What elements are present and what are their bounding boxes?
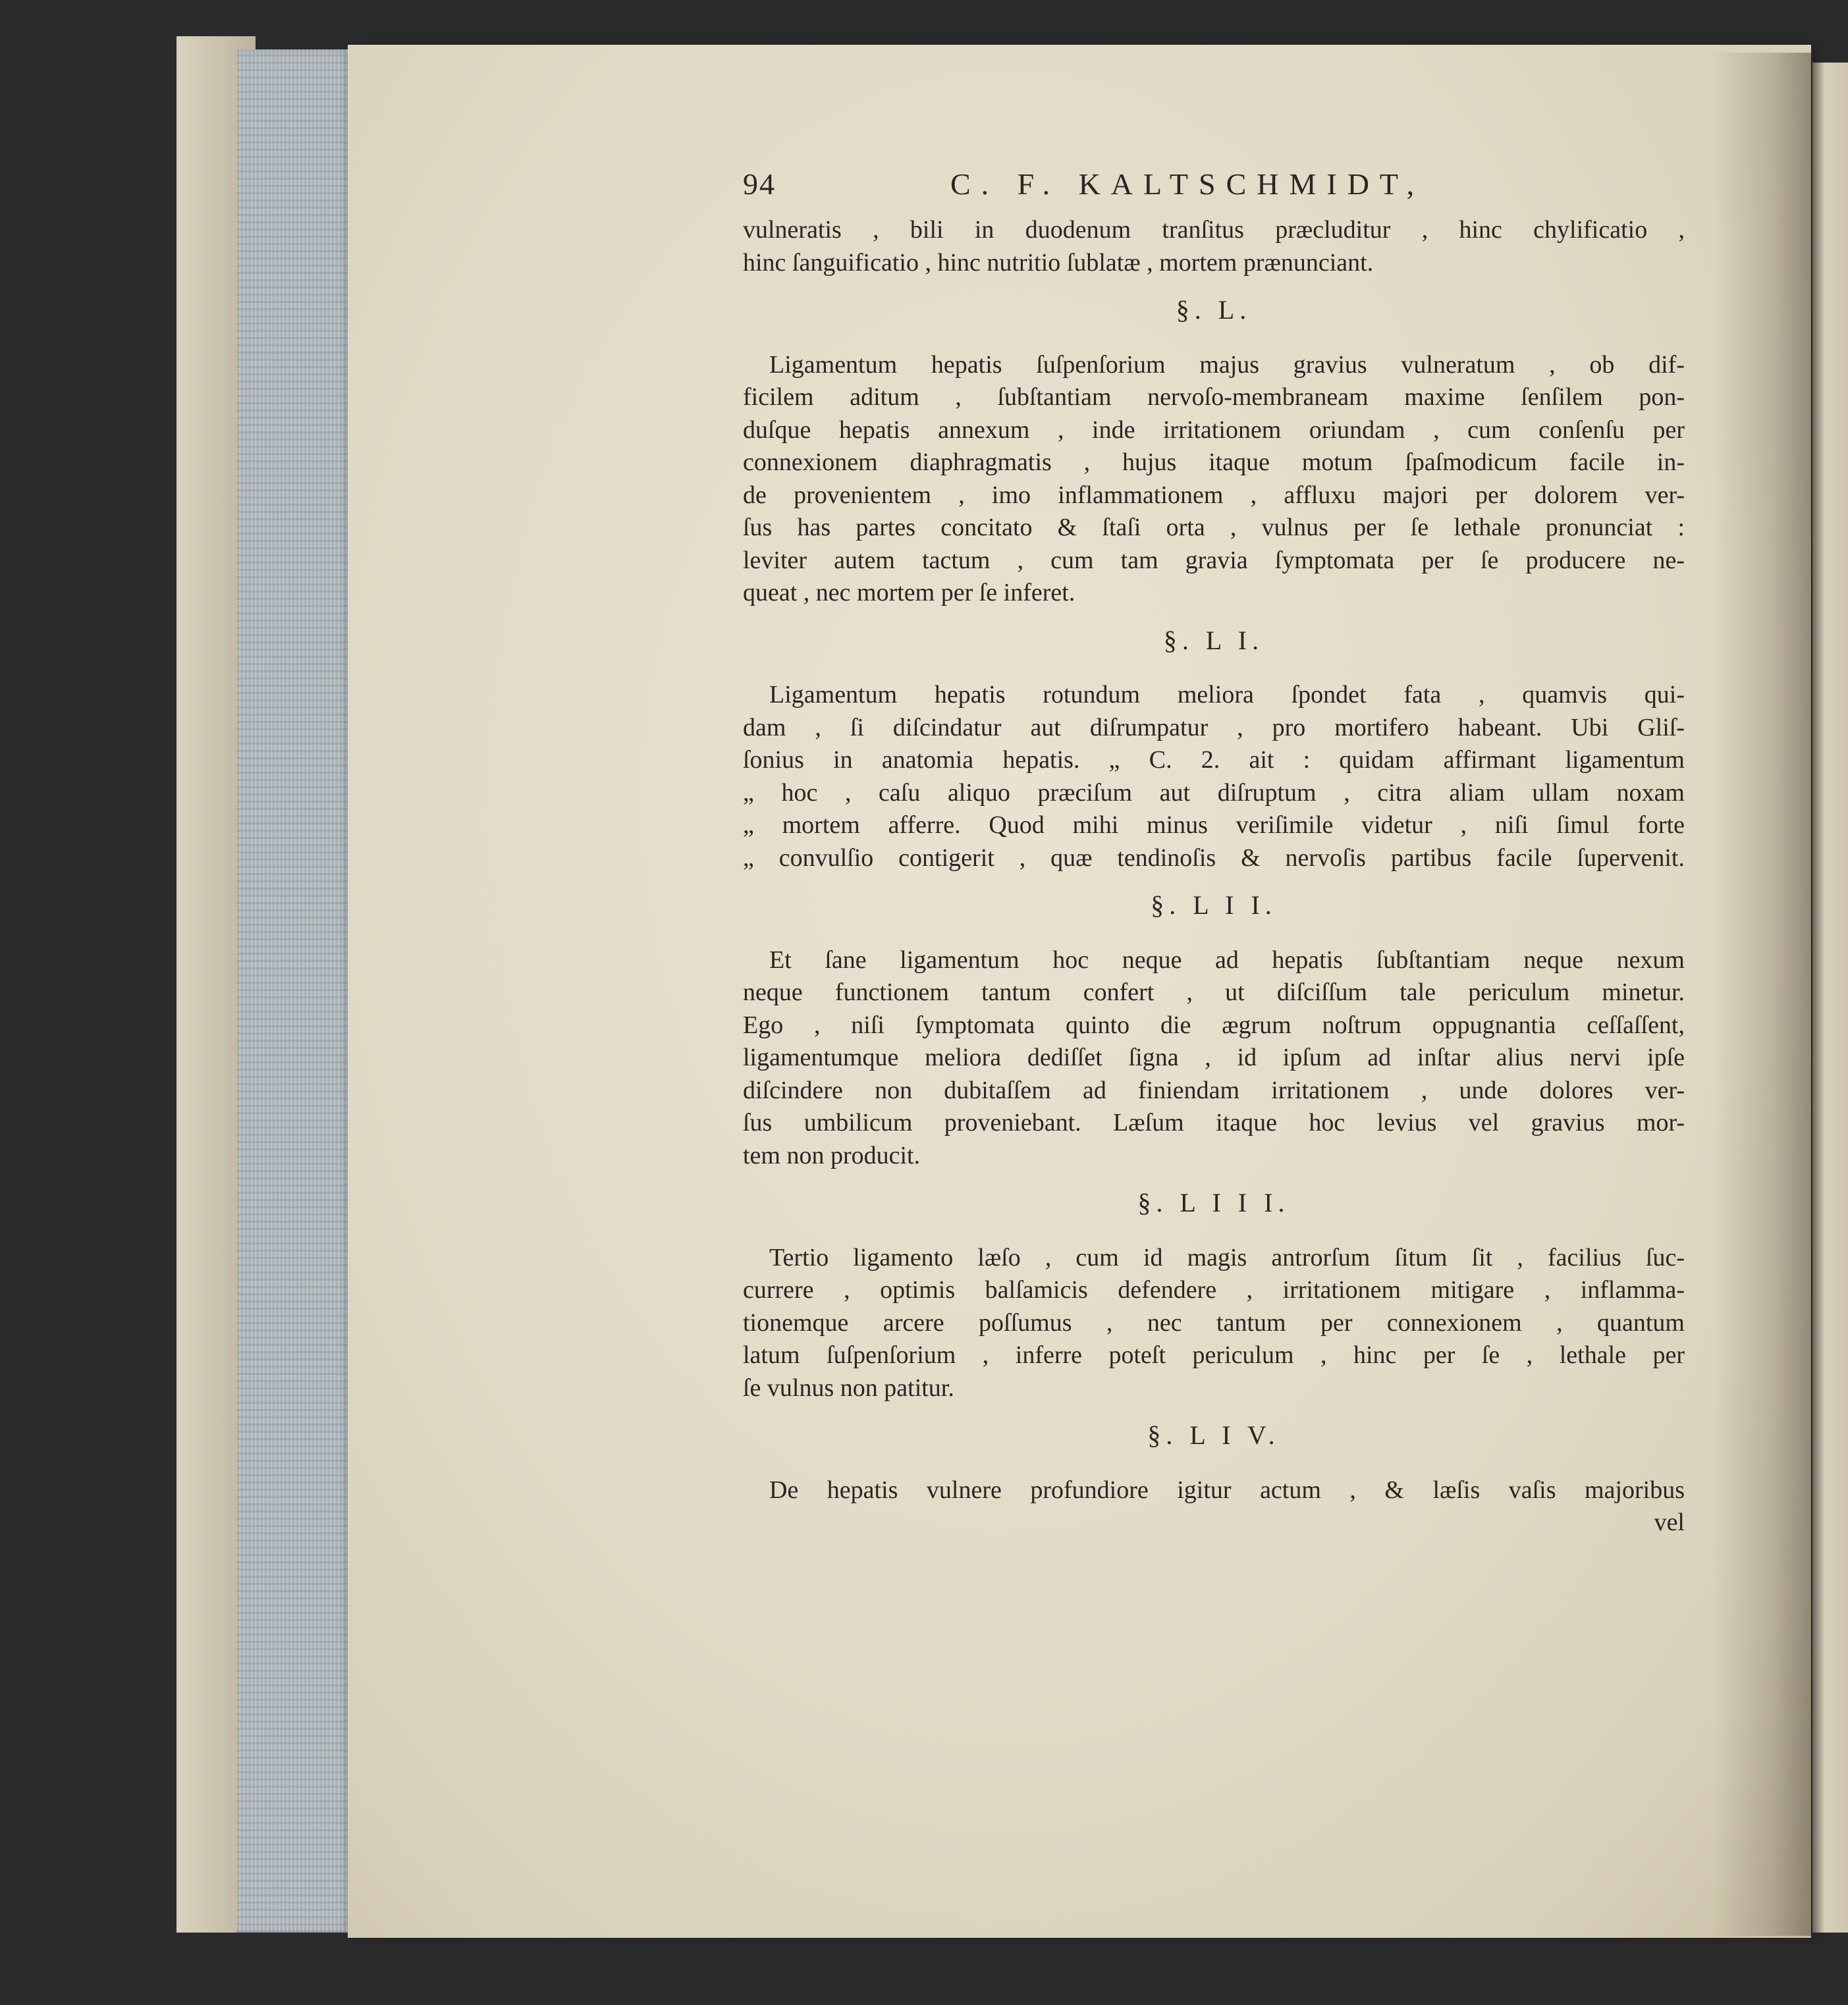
section-paragraph	[743, 1242, 1685, 1405]
text-line: Ligamentum hepatis rotundum meliora ſpondet fata , quamvis qui-	[769, 681, 1685, 708]
text-line: tem non producit.	[743, 1141, 921, 1169]
page-number: 94	[743, 167, 776, 201]
text-line: diſcindere non dubitaſſem ad finiendam irritationem , unde dolores ver-	[743, 1076, 1685, 1104]
text-line: ſonius in anatomia hepatis. „ C. 2. ait : quidam affirmant ligamentum	[743, 746, 1685, 774]
text-line: „ convulſio contigerit , quæ tendinoſis & nervoſis partibus facile ſupervenit.	[743, 843, 1685, 872]
page-text	[743, 168, 1685, 1539]
section-paragraph	[743, 349, 1685, 610]
section-heading: §. L I I I.	[1137, 1188, 1290, 1217]
text-line: currere , optimis balſamicis defendere , irritationem mitigare , inflamma-	[743, 1276, 1685, 1304]
text-line: Tertio ligamento læſo , cum id magis antrorſum ſitum ſit , facilius ſuc-	[769, 1243, 1685, 1271]
text-line: ſus umbilicum proveniebant. Læſum itaque hoc levius vel gravius mor-	[743, 1109, 1685, 1136]
text-line: „ mortem afferre. Quod mihi minus veriſimile videtur , niſi ſimul forte	[743, 811, 1685, 839]
section-heading: §. L I V.	[1147, 1420, 1280, 1450]
text-line: duſque hepatis annexum , inde irritationem oriundam , cum conſenſu per	[743, 415, 1685, 444]
text-line: hinc ſanguificatio , hinc nutritio ſublatæ , mortem prænunciant.	[743, 248, 1374, 277]
section-paragraph	[743, 944, 1685, 1173]
intro-paragraph	[743, 214, 1685, 279]
section-paragraph	[743, 1474, 1685, 1507]
catchword: vel	[1654, 1509, 1685, 1536]
page-gutter-shadow	[1712, 53, 1811, 1936]
page-block-edges	[237, 49, 349, 1933]
section-paragraph	[743, 679, 1685, 874]
text-line: „ hoc , caſu aliquo præciſum aut diſruptum , citra aliam ullam noxam	[743, 778, 1685, 807]
facing-page-edge	[1812, 63, 1848, 1933]
text-line: queat , nec mortem per ſe inferet.	[743, 579, 1075, 606]
text-line: vulneratis , bili in duodenum tranſitus præcluditur , hinc chylificatio ,	[743, 216, 1685, 244]
text-line: ſe vulnus non patitur.	[743, 1374, 954, 1402]
text-line: Ego , niſi ſymptomata quinto die ægrum noſtrum oppugnantia ceſſaſſent,	[743, 1011, 1685, 1039]
text-line: latum ſuſpenſorium , inferre poteſt periculum , hinc per ſe , lethale per	[743, 1341, 1685, 1369]
text-line: dam , ſi diſcindatur aut diſrumpatur , pro mortifero habeant. Ubi Gliſ-	[743, 713, 1685, 741]
section-heading: §. L.	[1176, 295, 1252, 325]
text-line: neque functionem tantum confert , ut diſciſſum tale periculum minetur.	[743, 978, 1685, 1006]
running-title: C. F. KALTSCHMIDT,	[950, 167, 1425, 201]
text-line: leviter autem tactum , cum tam gravia ſymptomata per ſe producere ne-	[743, 546, 1685, 574]
text-line: ligamentumque meliora dediſſet ſigna , id ipſum ad inſtar alius nervi ipſe	[743, 1044, 1685, 1071]
text-line: Et ſane ligamentum hoc neque ad hepatis ſubſtantiam neque nexum	[769, 946, 1685, 974]
text-line: de provenientem , imo inflammationem , affluxu majori per dolorem ver-	[743, 481, 1685, 509]
text-line: connexionem diaphragmatis , hujus itaque motum ſpaſmodicum facile in-	[743, 448, 1685, 476]
running-head	[743, 168, 1685, 214]
section-heading: §. L I I.	[1151, 890, 1277, 920]
text-line: Ligamentum hepatis ſuſpenſorium majus gravius vulneratum , ob dif-	[769, 350, 1685, 379]
text-line: De hepatis vulnere profundiore igitur actum , & læſis vaſis majoribus	[769, 1476, 1685, 1504]
text-line: tionemque arcere poſſumus , nec tantum per connexionem , quantum	[743, 1308, 1685, 1337]
section-heading: §. L I.	[1163, 625, 1264, 655]
text-line: ſus has partes concitato & ſtaſi orta , vulnus per ſe lethale pronunciat :	[743, 514, 1685, 541]
text-line: ficilem aditum , ſubſtantiam nervoſo-membraneam maxime ſenſilem pon-	[743, 383, 1685, 411]
